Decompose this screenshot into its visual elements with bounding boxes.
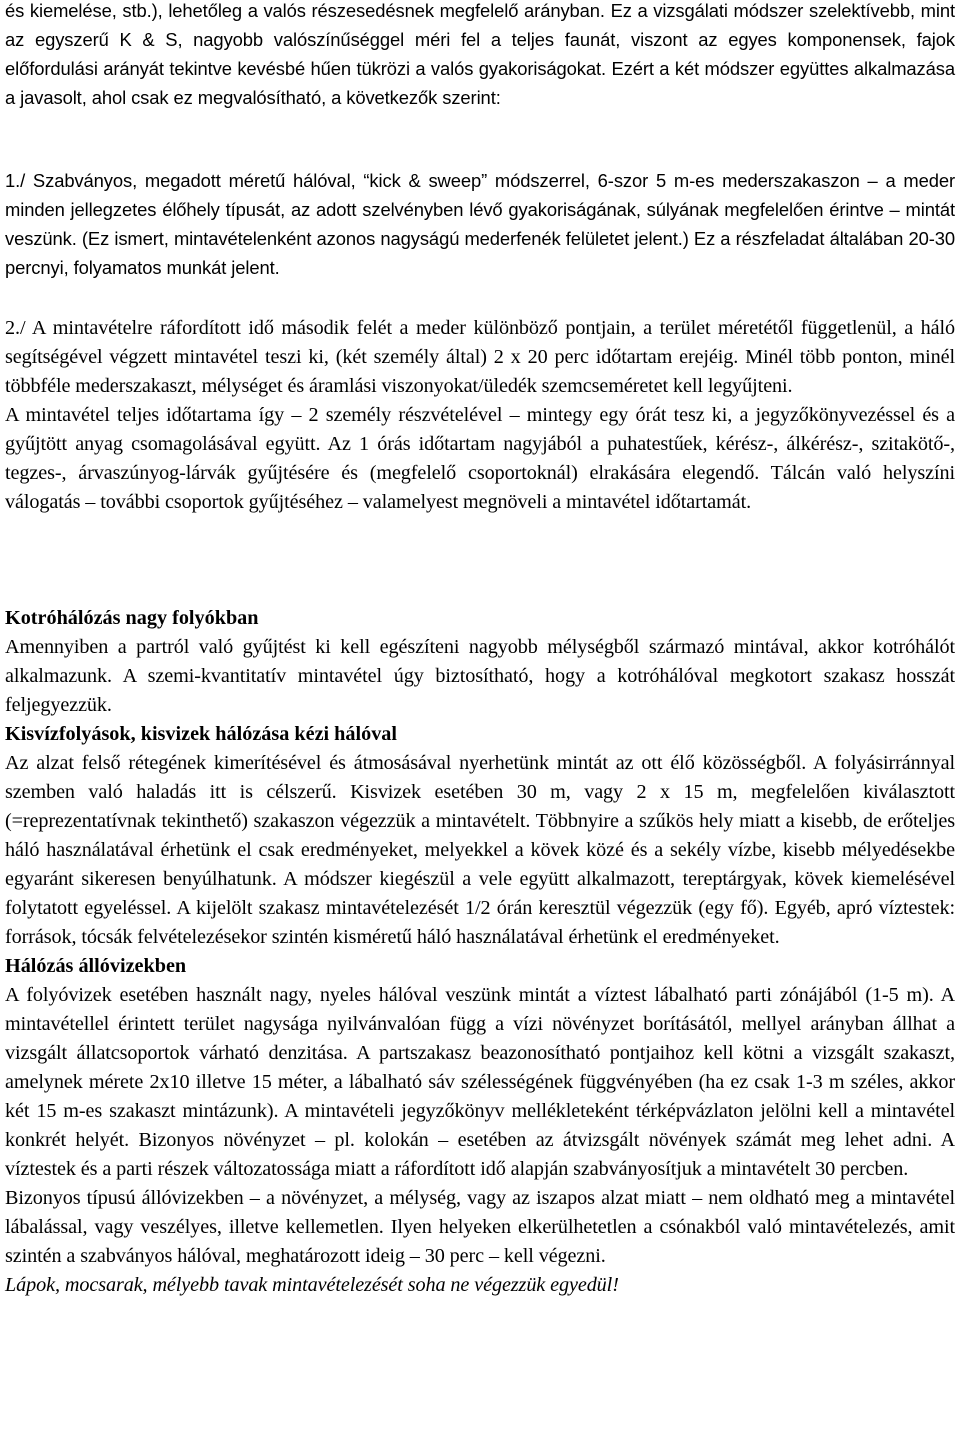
section-body: Az alzat felső rétegének kimerítésével és átmosásával nyerhetünk mintát az ott élő közösségből. A folyásirránnyal szemben való haladás itt is célszerű. Kisvizek esetében 30 m, vagy 2 x 15 m, megfelelően kiválasztott (=reprezentatívnak tekinthető) szakaszon végezzük a mintavételt. Többnyire a szűkös hely miatt a kisebb, de erőteljes háló használatával érhetünk el csak eredményeket, melyekkel a kövek közé és a sekély vízbe, kisebb mélyedésekbe egyaránt sikeresen benyúlhatunk. A módszer kiegészül a vele együtt alkalmazott, tereptárgyak, kövek kiemelésével folytatott egyeléssel. A kijelölt szakasz mintavételezését 1/2 órán keresztül végezzük (egy fő). Egyéb, apró víztestek: források, tócsák felvételezésekor szintén kisméretű háló használatával érhetünk el eredményeket.	[5, 752, 955, 948]
steps-block	[5, 166, 955, 282]
section-heading: Hálózás állóvizekben	[5, 955, 187, 977]
duration-paragraph: A mintavétel teljes időtartama így – 2 személy részvételével – mintegy egy órát tesz ki, a jegyzőkönyvezéssel és a gyűjtött anyag csomagolásával együtt. Az 1 órás időtartam nagyjából a puhatestűek, kérész-, álkérész-, szitakötő-, tegzes-, árvaszúnyog-lárvák gyűjtésére és (megfelelő csoportoknál) elrakására elegendő. Tálcán való helyszíni válogatás – további csoportok gyűjtéséhez – valamelyest megnöveli a mintavétel időtartamát.	[5, 404, 955, 513]
intro-paragraph: és kiemelése, stb.), lehetőleg a valós részesedésnek megfelelő arányban. Ez a vizsgálati módszer szelektívebb, mint az egyszerű K & S, nagyobb valószínűséggel méri fel a teljes faunát, viszont az egyes komponensek, fajok előfordulási arányát tekintve kevésbé hűen tükrözi a valós gyakoriságokat. Ezért a két módszer együttes alkalmazása a javasolt, ahol csak ez megvalósítható, a következők szerint:	[5, 0, 955, 108]
warning-note: Lápok, mocsarak, mélyebb tavak mintavételezését soha ne végezzük egyedül!	[5, 1274, 619, 1296]
step-2-paragraph: 2./ A mintavételre ráfordított idő második felét a meder különböző pontjain, a terület méretétől függetlenül, a háló segítségével végzett mintavétel teszi ki, (két személy által) 2 x 20 perc időtartam erejéig. Minél több ponton, minél többféle mederszakaszt, mélységet és áramlási viszonyokat/üledék szemcseméretet kell legyűjteni.	[5, 317, 955, 397]
section-kotrohalozas	[5, 604, 955, 1300]
section-heading: Kotróhálózás nagy folyókban	[5, 607, 259, 629]
section-body: A folyóvizek esetében használt nagy, nyeles hálóval veszünk mintát a víztest lábalható parti zónájából (1-5 m). A mintavétellel érintett terület nagysága nyilvánvalóan függ a vízi növényzet borításától, mellyel arányban állhat a vizsgált állatcsoportok várható denzitása. A partszakasz beazonosítható pontjaihoz kell kötni a vizsgált szakaszt, amelynek mérete 2x10 illetve 15 méter, a lábalható sáv szélességének függvényében (ha ez csak 1-3 m széles, akkor két 15 m-es szakaszt mintázunk). A mintavételi jegyzőkönyv mellékleteként térképvázlaton jelölni kell a mintavétel konkrét helyét. Bizonyos növényzet – pl. kolokán – esetében az átvizsgált növények számát meg lehet adni. A víztestek és a parti részek változatossága miatt a ráfordított idő alapján szabványosítjuk a mintavételt 30 percben.	[5, 984, 955, 1180]
section-body: Amennyiben a partról való gyűjtést ki kell egészíteni nagyobb mélységből származó mintával, akkor kotróhálót alkalmazunk. A szemi-kvantitatív mintavétel úgy biztosítható, hogy a kotróhálóval megkotort szakasz hosszát feljegyezzük.	[5, 636, 955, 716]
step-1-paragraph: 1./ Szabványos, megadott méretű hálóval, “kick & sweep” módszerrel, 6-szor 5 m-es mederszakaszon – a meder minden jellegzetes élőhely típusát, az adott szelvényben lévő gyakoriságának, súlyának megfelelően érintve – mintát veszünk. (Ez ismert, mintavételenként azonos nagyságú mederfenék felületet jelent.) Ez a részfeladat általában 20-30 percnyi, folyamatos munkát jelent.	[5, 170, 955, 278]
section-body: Bizonyos típusú állóvizekben – a növényzet, a mélység, vagy az iszapos alzat miatt – nem oldható meg a mintavétel lábalással, vagy veszélyes, illetve kellemetlen. Ilyen helyeken elkerülhetetlen a csónakból való mintavételezés, amit szintén a szabványos hálóval, meghatározott ideig – 30 perc – kell végezni.	[5, 1187, 955, 1267]
step-2-block	[5, 314, 955, 517]
section-heading: Kisvízfolyások, kisvizek hálózása kézi hálóval	[5, 723, 398, 745]
intro-block	[5, 0, 955, 112]
